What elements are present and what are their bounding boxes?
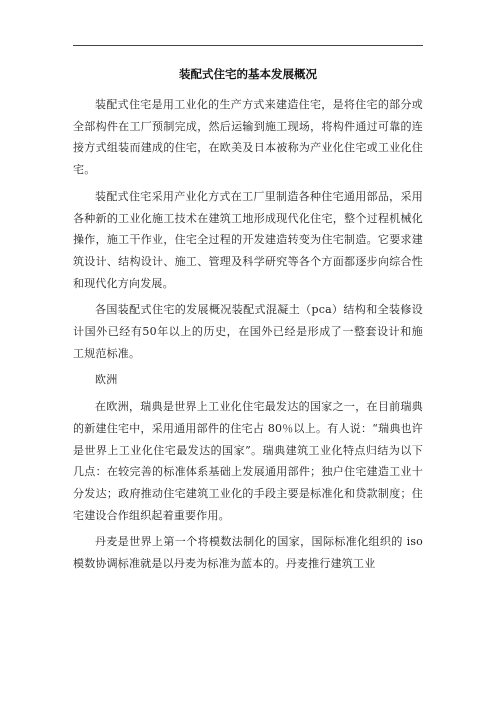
- paragraph-overview: 各国装配式住宅的发展概况装配式混凝土（pca）结构和全装修设计国外已经有50年以上的历史，在国外已经是形成了一整套设计和施工规范标准。: [73, 303, 423, 360]
- paragraph-definition: 装配式住宅是用工业化的生产方式来建造住宅，是将住宅的部分或全部构件在工厂预制完成，然后运输到施工现场，将构件通过可靠的连接方式组装而建成的住宅，在欧美及日本被称为产业化住宅或工业化住宅。: [73, 98, 423, 177]
- paragraph-sweden: 在欧洲，瑞典是世界上工业化住宅最发达的国家之一，在目前瑞典的新建住宅中，采用通用部件的住宅占 80％以上。有人说：“瑞典也许是世界上工业化住宅最发达的国家”。瑞典建筑工业化特点归结为以下几点：在较完善的标准体系基础上发展通用部件；独户住宅建造工业十分发达；政府推动住宅建筑工业化的手段主要是标准化和贷款制度；住宅建设合作组织起着重要作用。: [73, 400, 423, 522]
- section-heading-europe: 欧洲: [95, 373, 118, 387]
- paragraph-denmark: 丹麦是世界上第一个将模数法制化的国家，国际标准化组织的 iso 模数协调标准就是以丹麦为标准为蓝本的。丹麦推行建筑工业: [73, 535, 423, 571]
- document-body: [73, 94, 423, 580]
- header-rule: [73, 45, 423, 46]
- document-title: 装配式住宅的基本发展概况: [179, 67, 317, 81]
- paragraph-industrialization: 装配式住宅采用产业化方式在工厂里制造各种住宅通用部品，采用各种新的工业化施工技术在建筑工地形成现代化住宅，整个过程机械化操作，施工干作业，住宅全过程的开发建造转变为住宅制造。它要求建筑设计、结构设计、施工、管理及科学研究等各个方面都逐步向综合性和现代化方向发展。: [73, 189, 423, 290]
